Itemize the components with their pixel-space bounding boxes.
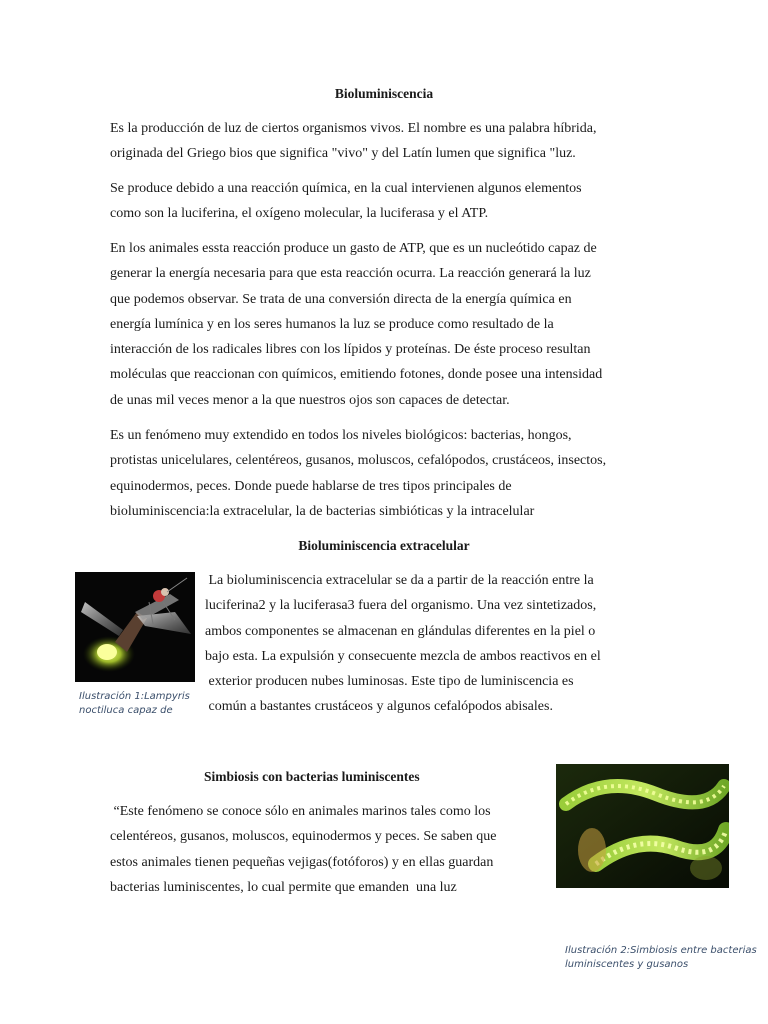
figure-1-caption [79,690,209,718]
worms-illustration [556,764,729,888]
paragraph-reaction [110,176,670,227]
text-line: como son la luciferina, el oxígeno molecular, la luciferasa y el ATP. [110,206,489,222]
text-line: generar la energía necesaria para que esta reacción ocurra. La reacción generará la luz [110,266,591,282]
text-line: moléculas que reaccionan con químicos, emitiendo fotones, donde posee una intensidad [110,367,603,383]
text-line: Es la producción de luz de ciertos organismos vivos. El nombre es una palabra híbrida, [110,121,597,136]
text-line: de unas mil veces menor a la que nuestros ojos son capaces de detectar. [110,392,510,408]
firefly-image [75,572,195,682]
text-line: exterior producen nubes luminosas. Este tipo de luminiscencia es [205,674,574,690]
text-line: estos animales tienen pequeñas vejigas(fotóforos) y en ellas guardan [110,854,494,870]
caption-line: Ilustración 2:Simbiosis entre bacterias [565,945,757,956]
paragraph-distribution [110,423,670,524]
caption-line: noctiluca capaz de [79,705,173,716]
text-line: ambos componentes se almacenan en glándulas diferentes en la piel o [205,623,596,639]
text-line: celentéreos, gusanos, moluscos, equinodermos y peces. Se saben que [110,829,497,845]
text-line: energía lumínica y en los seres humanos la luz se produce como resultado de la [110,316,554,332]
figure-2-caption [565,944,765,972]
paragraph-definition [110,116,670,167]
firefly-illustration [75,572,195,682]
paragraph-simbiosis [110,799,550,900]
text-line: Es un fenómeno muy extendido en todos los niveles biológicos: bacterias, hongos, [110,428,572,443]
page-title: Bioluminiscencia [334,86,434,101]
text-line: La bioluminiscencia extracelular se da a partir de la reacción entre la [205,573,594,588]
text-line: común a bastantes crustáceos y algunos cefalópodos abisales. [205,699,553,715]
text-line: que podemos observar. Se trata de una conversión directa de la energía química en [110,291,572,307]
text-line: interacción de los radicales libres con los lípidos y proteínas. De éste proceso resultan [110,342,591,358]
text-line: luciferina2 y la luciferasa3 fuera del organismo. Una vez sintetizados, [205,598,597,614]
text-line: “Este fenómeno se conoce sólo en animales marinos tales como los [110,804,491,819]
text-line: bajo esta. La expulsión y consecuente mezcla de ambos reactivos en el [205,648,601,664]
text-line: En los animales essta reacción produce un gasto de ATP, que es un nucleótido capaz de [110,241,597,256]
paragraph-extracelular [205,568,655,720]
caption-line: luminiscentes y gusanos [565,959,689,970]
caption-line: Ilustración 1:Lampyris [79,691,190,702]
text-line: Se produce debido a una reacción química, en la cual intervienen algunos elementos [110,181,582,196]
section-heading-simbiosis: Simbiosis con bacterias luminiscentes [204,769,420,784]
text-line: bacterias luminiscentes, lo cual permite que emanden una luz [110,879,457,895]
text-line: originada del Griego bios que significa "vivo" y del Latín lumen que significa "luz. [110,146,576,162]
text-line: protistas unicelulares, celentéreos, gusanos, moluscos, cefalópodos, crustáceos, insectos, [110,453,607,469]
section-heading-extracelular: Bioluminiscencia extracelular [298,538,470,553]
paragraph-atp [110,236,670,413]
text-line: bioluminiscencia:la extracelular, la de bacterias simbióticas y la intracelular [110,503,535,519]
text-line: equinodermos, peces. Donde puede hablarse de tres tipos principales de [110,478,512,494]
luminescent-worms-image [556,764,729,888]
